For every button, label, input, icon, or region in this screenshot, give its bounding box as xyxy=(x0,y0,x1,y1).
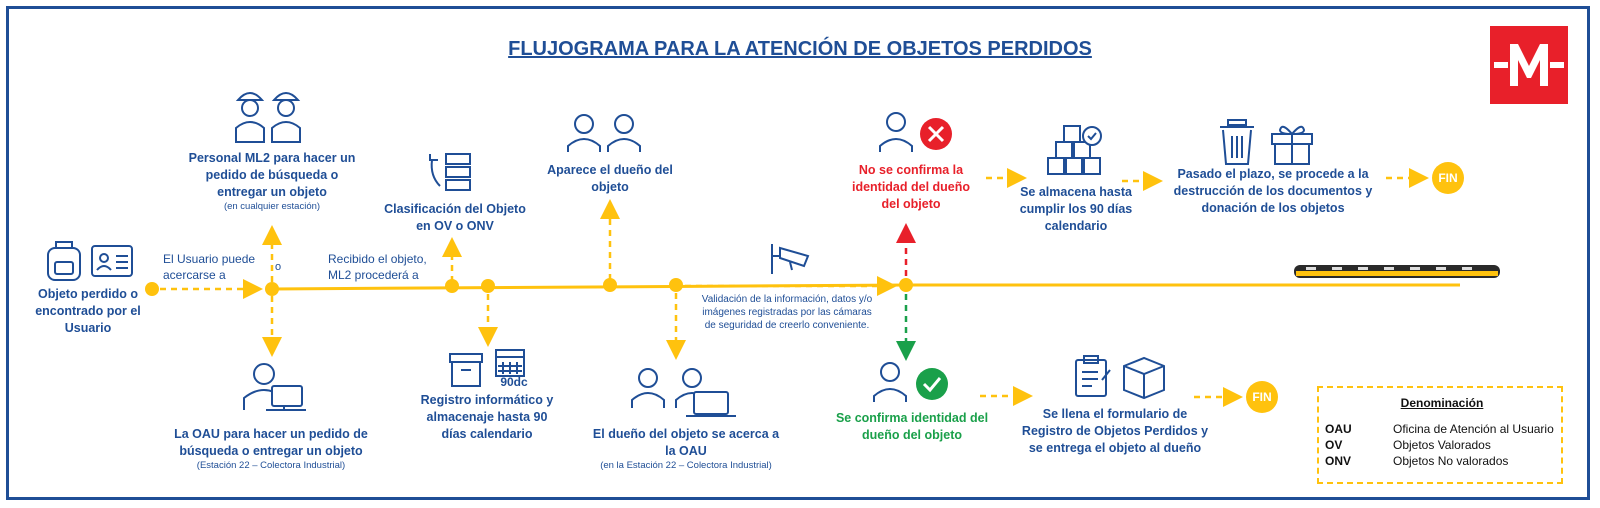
node-register xyxy=(481,279,495,293)
user-cross-icon xyxy=(878,112,954,156)
staff-label: Personal ML2 para hacer un pedido de búsqueda o entregar un objeto xyxy=(188,151,356,199)
legend-code: OV xyxy=(1325,438,1343,452)
staff-block xyxy=(186,150,358,213)
legend-row xyxy=(1325,422,1554,436)
user-check-icon xyxy=(872,362,952,406)
register-badge: 90dc xyxy=(500,375,528,389)
start-label: Objeto perdido o encontrado por el Usuario xyxy=(35,287,141,335)
register-label: Registro informático y almacenaje hasta 90 días calendario xyxy=(420,393,554,441)
box-icon xyxy=(450,354,482,386)
not-confirmed-label: No se confirma la identidad del dueño del objeto xyxy=(851,163,971,211)
owner-appears-label: Aparece el dueño del objeto xyxy=(547,163,673,194)
form-label: Se llena el formulario de Registro de Objetos Perdidos y se entrega el objeto al dueño xyxy=(1021,407,1209,455)
oau-block xyxy=(172,426,370,472)
node-validation xyxy=(899,278,913,292)
id-card-icon xyxy=(92,246,132,276)
train-icon xyxy=(1292,262,1502,282)
legend-title: Denominación xyxy=(1400,396,1484,410)
calendar-icon xyxy=(496,350,524,376)
legend-row xyxy=(1325,454,1508,468)
node-user-choice xyxy=(265,282,279,296)
security-camera-icon xyxy=(770,242,814,278)
edge-user-can: El Usuario puede acercarse a xyxy=(163,252,256,282)
owner-goes-note: (en la Estación 22 – Colectora Industrial) xyxy=(600,460,772,471)
people-icon xyxy=(566,112,650,154)
owner-goes-label: El dueño del objeto se acerca a la OAU xyxy=(592,427,780,458)
sort-list-icon xyxy=(428,152,474,194)
staff-note: (en cualquier estación) xyxy=(223,201,321,212)
stored-label: Se almacena hasta cumplir los 90 días calendario xyxy=(1019,185,1133,233)
legend xyxy=(1317,386,1563,484)
or-label: o xyxy=(275,261,282,273)
fin-bottom: FIN xyxy=(1246,381,1278,413)
page-title: FLUJOGRAMA PARA LA ATENCIÓN DE OBJETOS PERDIDOS xyxy=(508,38,1092,60)
fin-top: FIN xyxy=(1432,162,1464,194)
confirmed-label: Se confirma identidad del dueño del objeto xyxy=(835,411,989,442)
classify-label: Clasificación del Objeto en OV o ONV xyxy=(384,202,526,233)
package-icon xyxy=(1124,358,1164,398)
owner-goes-block xyxy=(588,426,784,472)
expired-icons xyxy=(1218,120,1318,166)
legend-row xyxy=(1325,438,1491,452)
legend-desc: Objetos No valorados xyxy=(1393,454,1509,468)
expired-label: Pasado el plazo, se procede a la destrucción de los documentos y donación de los objetos xyxy=(1173,167,1373,215)
backpack-icon xyxy=(48,242,80,280)
legend-desc: Objetos Valorados xyxy=(1393,438,1491,452)
received-note: Recibido el objeto, ML2 procederá a xyxy=(328,252,427,282)
node-owner-appears xyxy=(603,278,617,292)
boxes-check-icon xyxy=(1046,124,1106,178)
clipboard-icon xyxy=(1076,356,1110,396)
legend-code: ONV xyxy=(1325,454,1352,468)
gift-icon xyxy=(1272,127,1312,164)
validation-text: Validación de la información, datos y/o imágenes registradas por las cámaras de seguridad de creerlo conveniente. xyxy=(701,294,873,331)
node-owner-goes xyxy=(669,278,683,292)
laptop-user-icon xyxy=(240,362,310,414)
start-icons xyxy=(44,238,134,282)
desk-users-icon xyxy=(632,368,742,420)
workers-icon xyxy=(234,88,314,144)
oau-label: La OAU para hacer un pedido de búsqueda o entregar un objeto xyxy=(174,427,368,458)
trash-icon xyxy=(1220,120,1254,164)
legend-code: OAU xyxy=(1325,422,1352,436)
node-start xyxy=(145,282,159,296)
form-icons xyxy=(1074,356,1170,400)
oau-note: (Estación 22 – Colectora Industrial) xyxy=(196,460,346,471)
legend-desc: Oficina de Atención al Usuario xyxy=(1393,422,1554,436)
